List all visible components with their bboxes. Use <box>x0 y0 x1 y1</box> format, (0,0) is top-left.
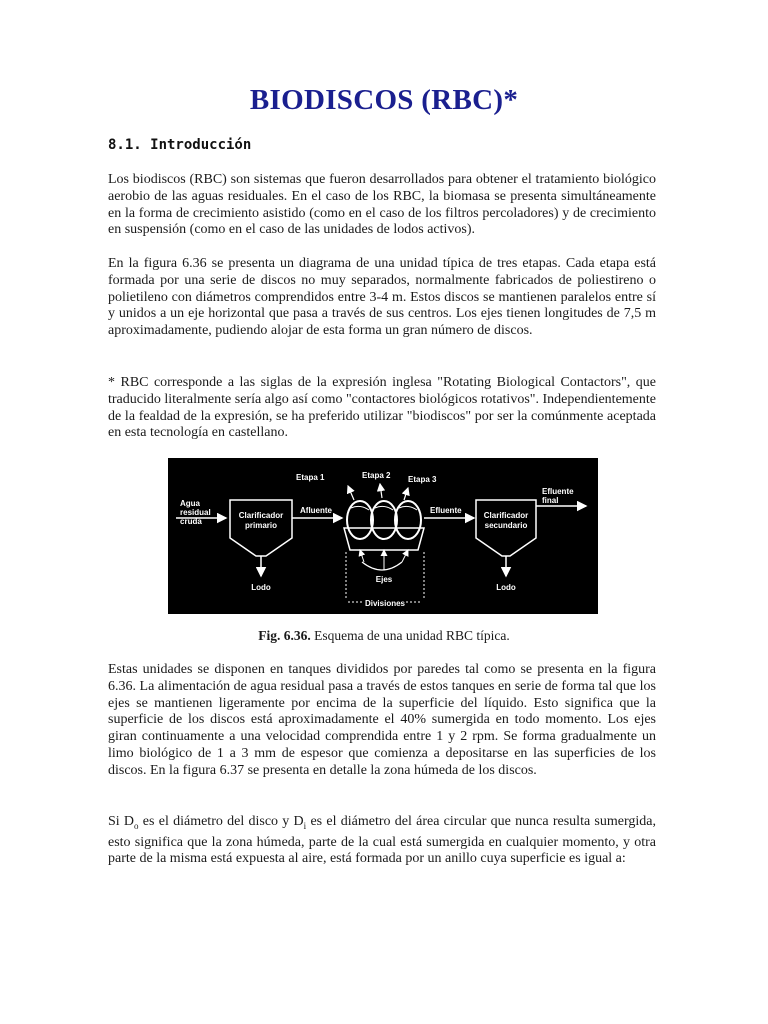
caption-label: Fig. 6.36. <box>258 628 311 643</box>
arrow-etapa-3 <box>404 488 408 500</box>
label-efluente-final-1: Efluente <box>542 487 574 496</box>
arrow-eje-1 <box>360 550 364 562</box>
label-agua: Agua <box>180 499 200 508</box>
label-etapa-1: Etapa 1 <box>296 473 325 482</box>
ejes-bracket <box>362 562 402 570</box>
paragraph-wet-zone <box>108 814 656 868</box>
arrow-etapa-1 <box>348 486 354 500</box>
rbc-diagram-figure <box>168 458 598 614</box>
p5-text-1: Si D <box>108 814 135 829</box>
label-cruda: cruda <box>180 517 202 526</box>
label-divisiones: Divisiones <box>364 599 406 608</box>
rbc-diagram <box>168 458 598 614</box>
p5-text-2: es el diámetro del disco y D <box>138 814 304 829</box>
label-etapa-2: Etapa 2 <box>362 471 391 480</box>
label-clarificador-primario-1: Clarificador <box>238 511 284 520</box>
paragraph-footnote: * RBC corresponde a las siglas de la expresión inglesa "Rotating Biological Contactors", que traducido literalmente sería algo así como "contactores biológicos rotativos". Independientemente de la fealdad de la expresión, se ha preferido utilizar "biodiscos" por ser la comúnmente aceptada en esta tecnología en castellano. <box>108 375 656 441</box>
p5-sub-o: o <box>134 820 139 831</box>
label-efluente: Efluente <box>430 506 462 515</box>
label-clarificador-primario-2: primario <box>244 521 278 530</box>
label-afluente: Afluente <box>300 506 332 515</box>
label-efluente-final-2: final <box>542 496 559 505</box>
label-ejes: Ejes <box>375 575 393 584</box>
arrow-etapa-2 <box>380 484 382 498</box>
disc-shading <box>351 506 417 510</box>
label-clarificador-secundario-1: Clarificador <box>483 511 529 520</box>
paragraph-tanks: Estas unidades se disponen en tanques divididos por paredes tal como se presenta en la figura 6.36. La alimentación de agua residual pasa a través de estos tanques en serie de forma tal que los ejes se mantienen ligeramente por encima de la superficie del líquido. Esto significa que la superficie de los discos está aproximadamente el 40% sumergida en todo momento. Los ejes giran continuamente a una velocidad comprendida entre 1 y 2 rpm. Se forma gradualmente un limo biológico de 1 a 3 mm de espesor que comienza a depositarse en las superficies de los discos. En la figura 6.37 se presenta en detalle la zona húmeda de los discos. <box>108 662 656 778</box>
label-etapa-3: Etapa 3 <box>408 475 437 484</box>
caption-text: Esquema de una unidad RBC típica. <box>310 628 510 643</box>
section-heading: 8.1. Introducción <box>108 137 252 153</box>
label-lodo-2: Lodo <box>496 583 516 592</box>
figure-caption <box>0 628 768 644</box>
label-residual: residual <box>180 508 211 517</box>
label-clarificador-secundario-2: secundario <box>484 521 528 530</box>
p5-sub-i: i <box>303 820 307 831</box>
p5-text-3: es el diámetro del área circular que nunca resulta sumergida, esto significa que la zona húmeda, parte de la cual está sumergida en cualquier momento, y otra parte de la misma está expuesta al aire, está formada por un anillo cuya superficie es igual a: <box>108 814 656 867</box>
paragraph-intro: Los biodiscos (RBC) son sistemas que fueron desarrollados para obtener el tratamiento biológico aerobio de las aguas residuales. En el caso de los RBC, la biomasa se presenta simultáneamente en la forma de crecimiento asistido (como en el caso de los filtros percoladores) y de crecimiento en suspensión (como en el caso de las unidades de lodos activos). <box>108 172 656 238</box>
page-title: BIODISCOS (RBC)* <box>249 84 519 116</box>
label-lodo-1: Lodo <box>251 583 271 592</box>
arrow-eje-3 <box>402 550 408 562</box>
paragraph-figure-description: En la figura 6.36 se presenta un diagrama de una unidad típica de tres etapas. Cada etapa está formada por una serie de discos no muy separados, normalmente fabricados de poliestireno o polietileno con diámetros comprendidos entre 3-4 m. Estos discos se mantienen paralelos entre sí y unidos a un eje horizontal que pasa a través de sus centros. Los ejes tienen longitudes de 7,5 m aproximadamente, pudiendo alojar de esta forma un gran número de discos. <box>108 256 656 339</box>
